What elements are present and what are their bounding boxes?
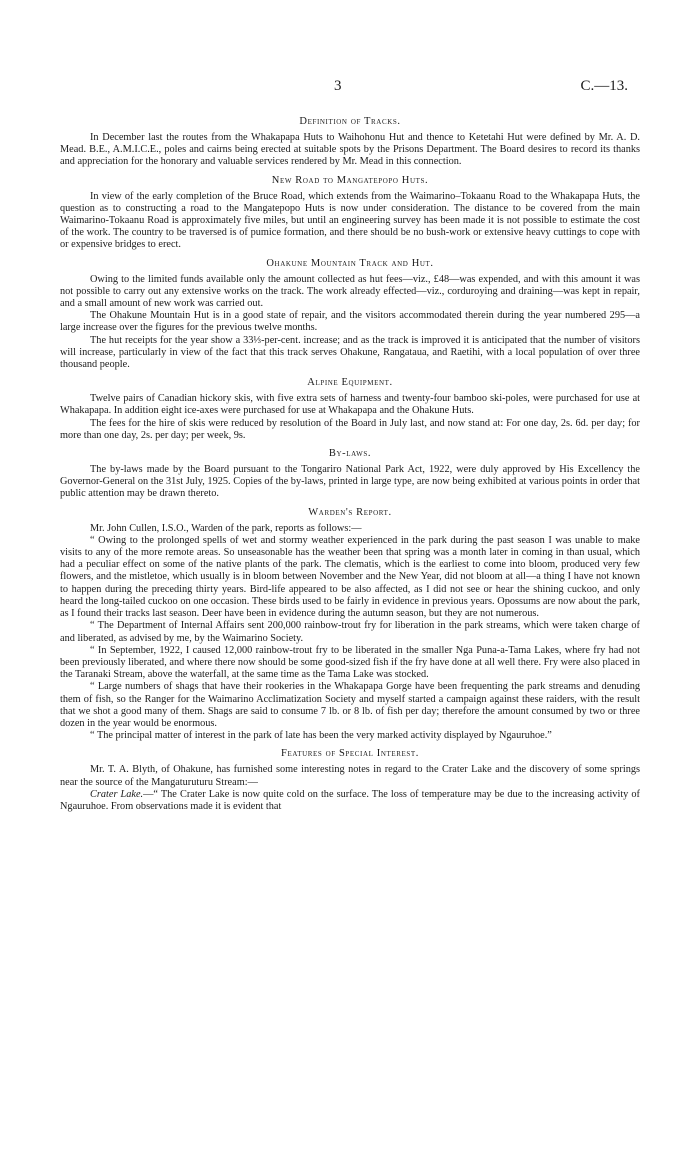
section-alpine-equipment: [60, 377, 640, 442]
paragraph: “ In September, 1922, I caused 12,000 rainbow-trout fry to be liberated in the smaller Nga Puna-a-Tama Lakes, where fry had not been previously liberated, and where there now should be some good-sized fish if the fry have done at all well there. Fry were also placed in the Taranaki Stream, above the waterfall, at the same time as the Tama Lake was stocked.: [60, 644, 640, 681]
crater-lake-lead: Crater Lake.: [90, 788, 144, 800]
paragraph: The fees for the hire of skis were reduced by resolution of the Board in July last, and now stand at: For one day, 2s. 6d. per day; for more than one day, 2s. per day; per week, 9s.: [60, 417, 640, 441]
section-features-of-interest: [60, 748, 640, 813]
section-heading: By-laws.: [328, 448, 372, 460]
section-heading: Ohakune Mountain Track and Hut.: [266, 257, 434, 269]
section-heading: Definition of Tracks.: [299, 116, 401, 127]
page-number: 3: [334, 78, 342, 94]
paragraph: “ The principal matter of interest in the park of late has been the very marked activity displayed by Ngauruhoe.”: [90, 730, 552, 742]
crater-lake-text: —“ The Crater Lake is now quite cold on the surface. The loss of temperature may be due to the increasing activity of Ngauruhoe. From observations made it is evident that: [60, 788, 640, 812]
paragraph: In view of the early completion of the Bruce Road, which extends from the Waimarino–Tokaanu Road to the Whakapapa Huts, the question as to constructing a road to the Mangatepopo Huts is now under consideration. The distance to be covered from the main Waimarino-Tokaanu Road is approximately five miles, but until an engineering survey has been made it is not possible to estimate the cost of the work. The country to be traversed is of pumice formation, and there should be no bush-work or extensive heavy cuttings to cope with or expensive bridges to erect.: [60, 190, 640, 251]
paragraph: “ Owing to the prolonged spells of wet and stormy weather experienced in the park during the past season I was unable to make visits to any of the more remote areas. So unseasonable has the weather been that spring was a month later in coming in than usual, which had a peculiar effect on some of the native plants of the park. The clematis, which is the earliest to come into bloom, produced very few flowers, and the mistletoe, which usually is in bloom between November and the New Year, did not bloom at all—a thing I have not known to happen during the preceding thirty years. Bird-life appeared to be also affected, as I did not see or hear the shining cuckoo, and only heard the long-tailed cuckoo on one occasion. These birds used to be fairly in evidence in previous years. Opossums are now about the park, as I found their tracks last season. Deer have been in evidence during the autumn season, but they are not numerous.: [60, 534, 640, 620]
paragraph: The Ohakune Mountain Hut is in a good state of repair, and the visitors accommodated therein during the year numbered 295—a large increase over the figures for the previous twelve months.: [60, 310, 640, 334]
section-heading: New Road to Mangatepopo Huts.: [271, 174, 429, 186]
paragraph: Twelve pairs of Canadian hickory skis, with five extra sets of harness and twenty-four bamboo ski-poles, were purchased for use at Whakapapa. In addition eight ice-axes were purchased for use at Whakapapa and the Ohakune Huts.: [60, 393, 640, 417]
paragraph: The hut receipts for the year show a 33⅓-per-cent. increase; and as the track is improved it is anticipated that the number of visitors will increase, particularly in view of the fact that this track serves Ohakune, Rangataua, and Raetihi, with a local population of over three thousand people.: [60, 334, 640, 371]
section-definition-of-tracks: [60, 116, 640, 169]
section-heading: Warden's Report.: [308, 506, 392, 518]
paragraph: The by-laws made by the Board pursuant to the Tongariro National Park Act, 1922, were duly approved by His Excellency the Governor-General on the 31st July, 1925. Copies of the by-laws, printed in large type, are now being exhibited at various points in order that public attention may be drawn thereto.: [60, 464, 640, 500]
paragraph: Mr. T. A. Blyth, of Ohakune, has furnished some interesting notes in regard to the Crater Lake and the discovery of some springs near the source of the Mangaturuturu Stream:—: [60, 764, 640, 788]
section-heading: Features of Special Interest.: [281, 748, 419, 760]
document-reference: C.—13.: [580, 78, 628, 94]
paragraph: “ The Department of Internal Affairs sent 200,000 rainbow-trout fry for liberation in the park streams, which were taken charge of and liberated, as advised by me, by the Waimarino Society.: [60, 620, 640, 644]
section-heading: Alpine Equipment.: [307, 377, 393, 389]
page-header: [0, 78, 700, 98]
paragraph: “ Large numbers of shags that have their rookeries in the Whakapapa Gorge have been frequenting the park streams and denuding them of fish, so the Ranger for the Waimarino Acclimatization Society and myself started a campaign against these raiders, with the result that we shot a good many of them. Shags are said to consume 7 lb. or 8 lb. of fish per day; therefore the amount consumed by two or three dozen in the year would be enormous.: [60, 681, 640, 729]
section-ohakune-track: [60, 258, 640, 372]
paragraph: Owing to the limited funds available only the amount collected as hut fees—viz., £48—was expended, and with this amount it was not possible to carry out any extensive works on the track. The work already effected—viz., corduroying and draining—was kept in repair, and a small amount of new work was carried out.: [60, 273, 640, 310]
section-new-road: [60, 175, 640, 252]
paragraph: In December last the routes from the Whakapapa Huts to Waihohonu Hut and thence to Ketetahi Hut were defined by Mr. A. D. Mead. B.E., A.M.I.C.E., poles and cairns being erected at suitable spots by the Prisons Department. The Board desires to record its thanks and appreciation for the honorary and valuable services rendered by Mr. Mead in this connection.: [60, 132, 640, 168]
section-wardens-report: [60, 507, 640, 743]
page-body: [60, 110, 640, 819]
section-by-laws: [60, 448, 640, 501]
paragraph: Mr. John Cullen, I.S.O., Warden of the park, reports as follows:—: [90, 522, 362, 534]
paragraph: [60, 789, 640, 813]
